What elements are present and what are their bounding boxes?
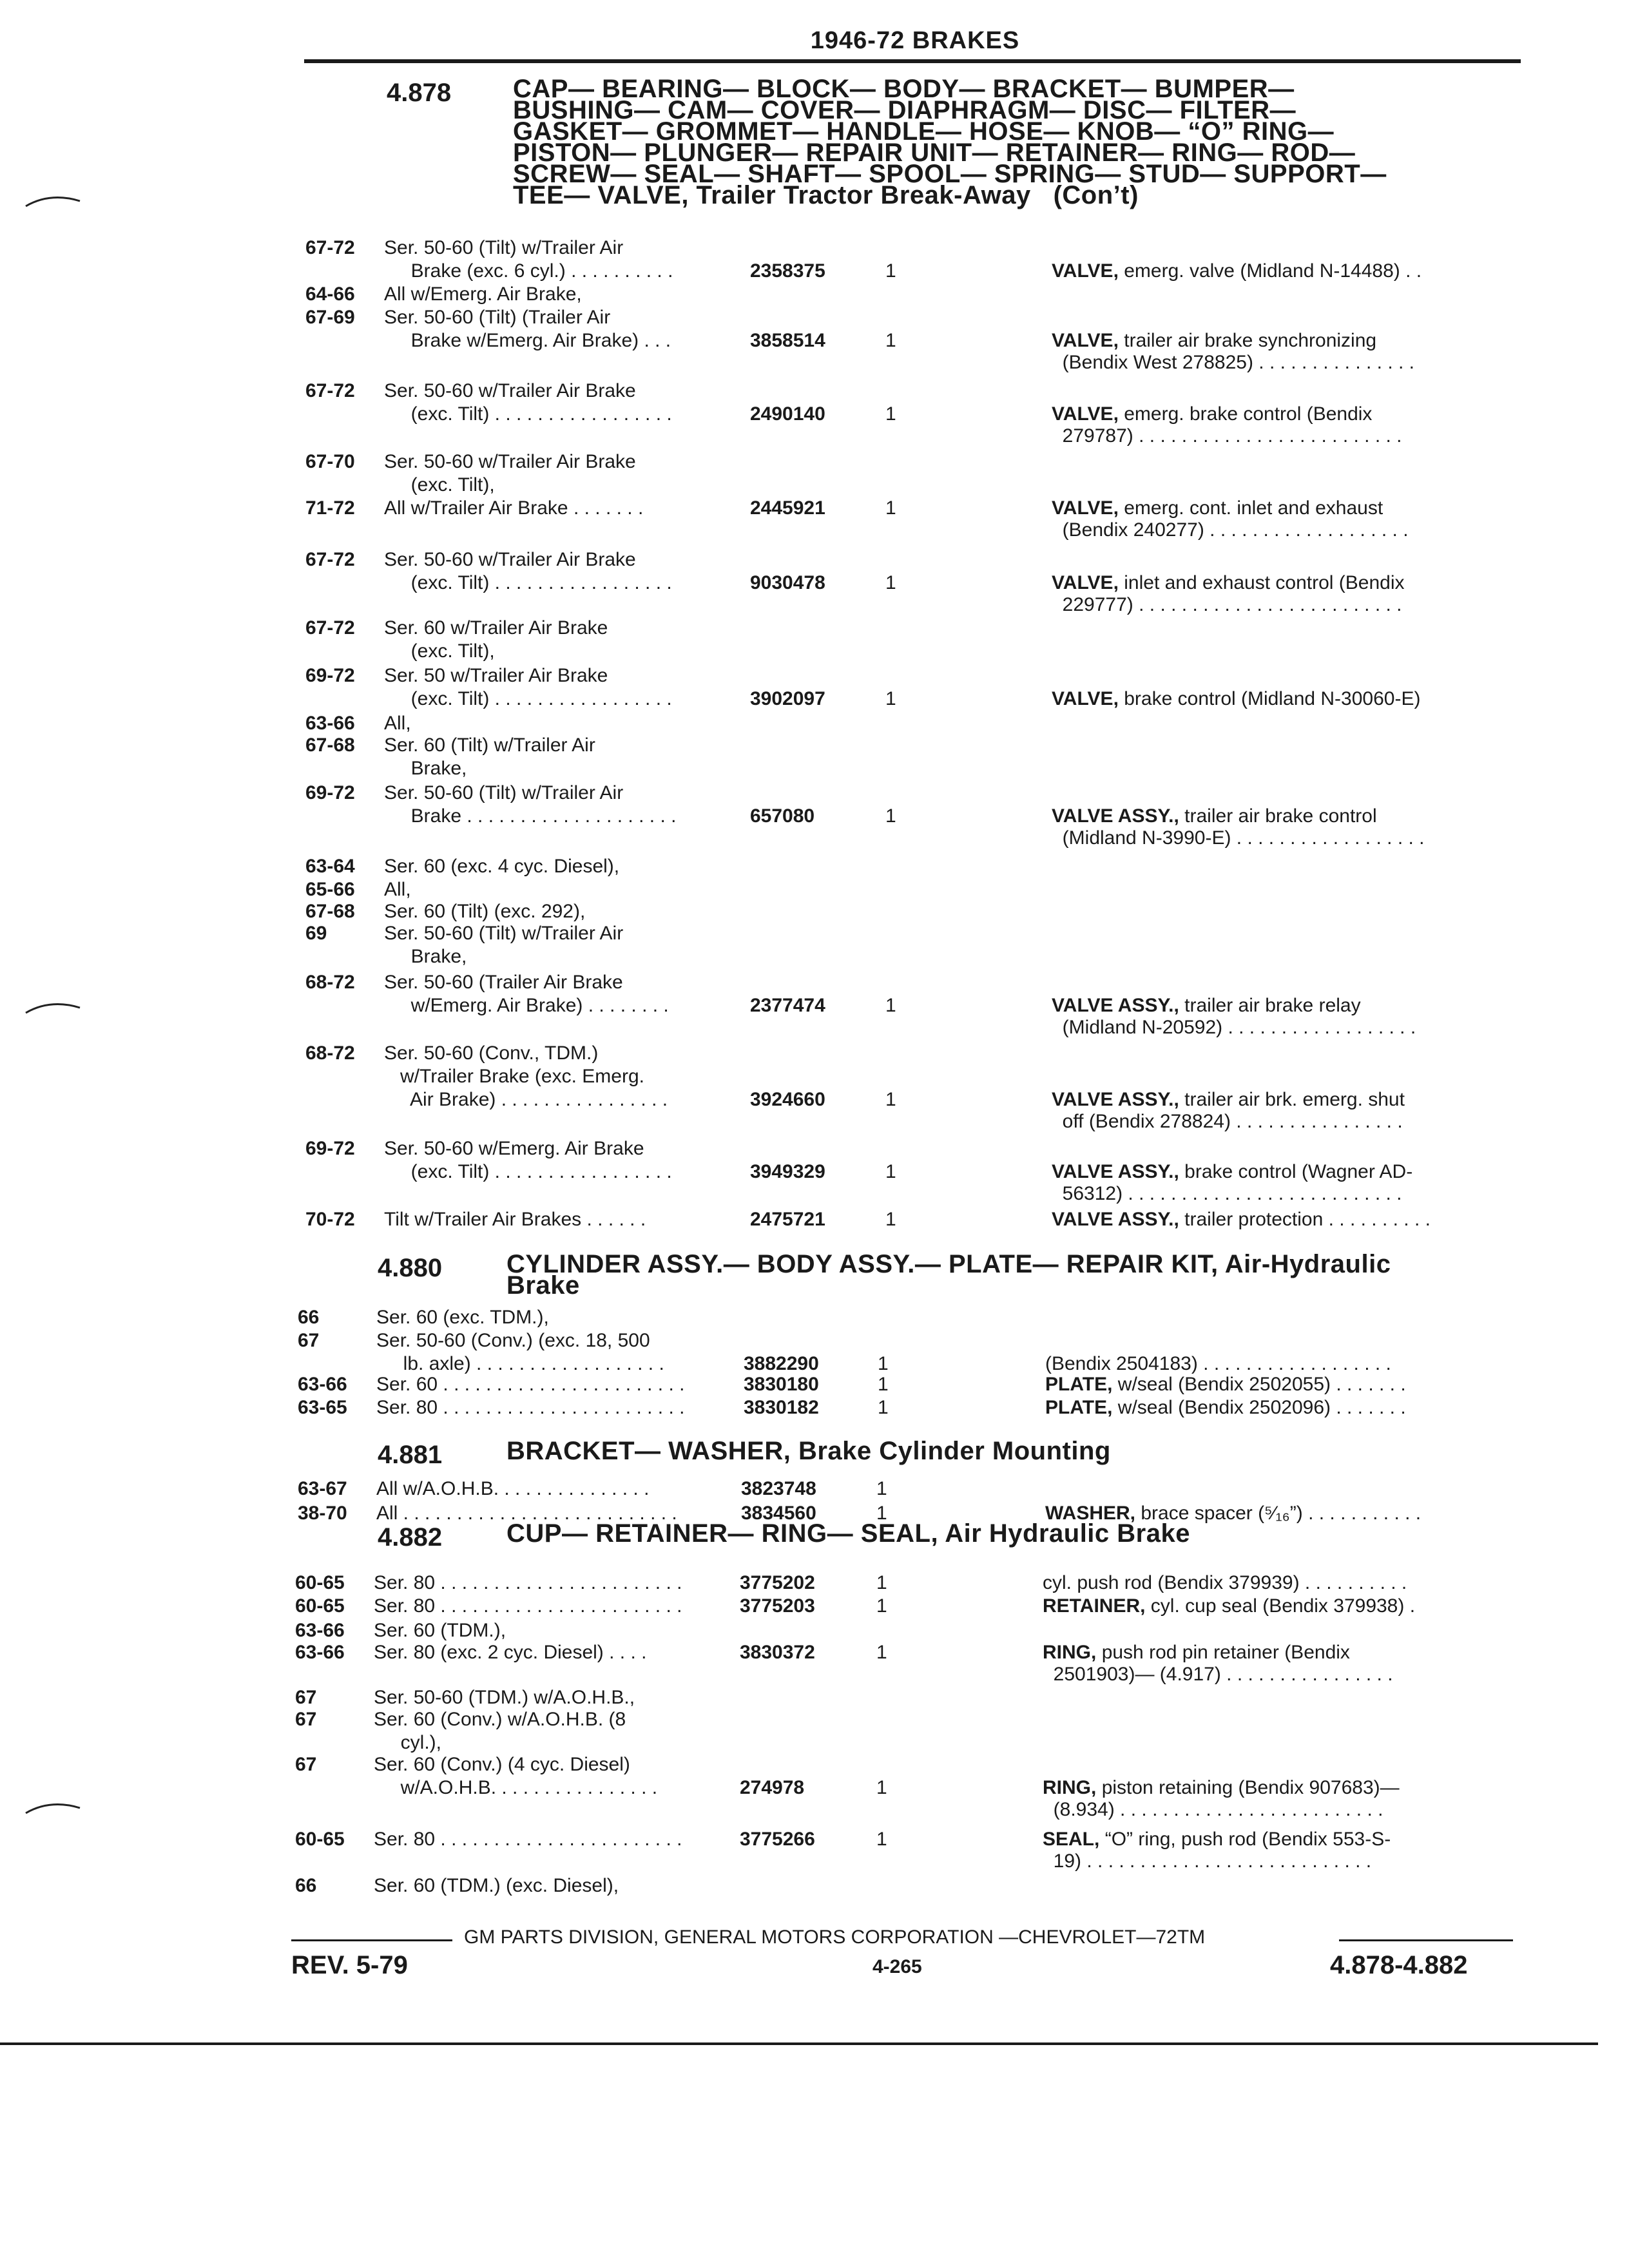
entry-description-text: piston retaining (Bendix 907683)—: [1101, 1777, 1400, 1798]
entry-description-text: push rod pin retainer (Bendix: [1101, 1642, 1350, 1663]
entry-part-number: 9030478: [750, 572, 825, 593]
entry-application: Air Brake) . . . . . . . . . . . . . . . .: [384, 1089, 668, 1110]
entry-application: Brake . . . . . . . . . . . . . . . . . . . .: [384, 805, 677, 827]
entry-application: (exc. Tilt),: [384, 474, 495, 495]
entry-quantity: 1: [878, 1353, 889, 1374]
entry-quantity: 1: [876, 1777, 887, 1798]
entry-description: [1052, 1017, 1416, 1039]
entry-part-name: VALVE ASSY.,: [1052, 805, 1179, 827]
entry-description-text: (Bendix 2504183) . . . . . . . . . . . . . . . . . .: [1045, 1353, 1391, 1374]
entry-years: 63-66: [295, 1620, 345, 1641]
section-title-line: GASKET— GROMMET— HANDLE— HOSE— KNOB— “O” RING—: [513, 117, 1335, 146]
entry-description-text: “O” ring, push rod (Bendix 553-S-: [1104, 1829, 1391, 1850]
entry-description: [1043, 1777, 1400, 1799]
entry-quantity: 1: [885, 497, 896, 519]
entry-years: 68-72: [305, 1043, 355, 1064]
entry-quantity: 1: [885, 688, 896, 709]
footer-revision: REV. 5-79: [291, 1951, 408, 1979]
entry-application: All,: [384, 713, 411, 734]
entry-application: Ser. 50 w/Trailer Air Brake: [384, 665, 608, 686]
entry-description: [1052, 352, 1414, 374]
entry-application: w/A.O.H.B. . . . . . . . . . . . . . . .: [374, 1777, 658, 1798]
section-title-line: BUSHING— CAM— COVER— DIAPHRAGM— DISC— FILTER—: [513, 96, 1296, 124]
entry-description: [1043, 1572, 1407, 1594]
entry-application: Ser. 50-60 (Tilt) w/Trailer Air: [384, 782, 624, 803]
entry-application: All w/A.O.H.B. . . . . . . . . . . . . . .: [376, 1478, 650, 1499]
binder-hole-mark: [24, 1795, 82, 1821]
entry-application: Ser. 50-60 (Tilt) w/Trailer Air: [384, 923, 624, 944]
footer-page-number: 4-265: [872, 1956, 922, 1977]
entry-years: 69-72: [305, 1138, 355, 1159]
entry-quantity: 1: [885, 1089, 896, 1110]
entry-years: 38-70: [298, 1503, 347, 1524]
entry-description-text: trailer air brake synchronizing: [1124, 330, 1377, 351]
entry-years: 60-65: [295, 1572, 345, 1593]
entry-description-text: brace spacer (⁵⁄₁₆”) . . . . . . . . . . .: [1141, 1503, 1422, 1524]
entry-description-text: (Bendix 240277) . . . . . . . . . . . . . . . . . . .: [1052, 519, 1409, 541]
entry-part-number: 3834560: [741, 1503, 816, 1524]
entry-part-number: 2490140: [750, 403, 825, 425]
entry-application: Ser. 50-60 (Tilt) (Trailer Air: [384, 307, 611, 328]
entry-quantity: 1: [885, 1161, 896, 1182]
section-title-line: CYLINDER ASSY.— BODY ASSY.— PLATE— REPAIR KIT, Air-Hydraulic: [506, 1250, 1391, 1278]
entry-quantity: 1: [878, 1397, 889, 1418]
entry-description-text: (Midland N-3990-E) . . . . . . . . . . . . . . . . . .: [1052, 827, 1425, 849]
entry-years: 63-66: [305, 713, 355, 734]
entry-part-name: VALVE ASSY.,: [1052, 1089, 1179, 1110]
entry-quantity: 1: [876, 1829, 887, 1850]
entry-description-text: 229777) . . . . . . . . . . . . . . . . . . . . . . . . .: [1052, 594, 1402, 615]
binder-hole-mark: [24, 995, 82, 1021]
entry-part-name: VALVE,: [1052, 403, 1119, 425]
entry-description-text: (8.934) . . . . . . . . . . . . . . . . . . . . . . . . .: [1043, 1799, 1383, 1820]
entry-quantity: 1: [876, 1642, 887, 1663]
entry-description: [1052, 1089, 1405, 1111]
entry-part-number: 2358375: [750, 260, 825, 282]
entry-description-text: cyl. push rod (Bendix 379939) . . . . . . . . . .: [1043, 1572, 1407, 1593]
entry-years: 67: [298, 1330, 320, 1351]
entry-description: [1052, 805, 1377, 827]
entry-years: 67-72: [305, 380, 355, 401]
entry-part-number: 2377474: [750, 995, 825, 1016]
entry-description: [1052, 1161, 1412, 1183]
entry-application: All . . . . . . . . . . . . . . . . . . . . . . . . . .: [376, 1503, 677, 1524]
entry-years: 63-67: [298, 1478, 347, 1499]
entry-application: w/Emerg. Air Brake) . . . . . . . .: [384, 995, 669, 1016]
section-title-line: TEE— VALVE, Trailer Tractor Break-Away (Con’t): [513, 181, 1139, 209]
entry-quantity: 1: [885, 260, 896, 282]
entry-part-name: RING,: [1043, 1777, 1097, 1798]
section-number: 4.881: [378, 1441, 443, 1469]
entry-application: Ser. 60 (Tilt) (exc. 292),: [384, 901, 586, 922]
entry-part-name: VALVE ASSY.,: [1052, 1209, 1179, 1230]
entry-application: (exc. Tilt) . . . . . . . . . . . . . . . . .: [384, 403, 672, 425]
page-bottom-edge: [0, 2042, 1598, 2045]
entry-application: (exc. Tilt) . . . . . . . . . . . . . . . . .: [384, 1161, 672, 1182]
entry-application: Ser. 50-60 (Trailer Air Brake: [384, 972, 623, 993]
entry-application: Ser. 50-60 (Tilt) w/Trailer Air: [384, 237, 624, 258]
entry-application: Ser. 60 (exc. TDM.),: [376, 1307, 549, 1328]
entry-description-text: emerg. cont. inlet and exhaust: [1124, 497, 1383, 519]
entry-application: Brake (exc. 6 cyl.) . . . . . . . . . .: [384, 260, 673, 282]
entry-description-text: trailer air brk. emerg. shut: [1184, 1089, 1405, 1110]
entry-application: Ser. 60 w/Trailer Air Brake: [384, 617, 608, 639]
entry-description-text: brake control (Wagner AD-: [1184, 1161, 1413, 1182]
entry-description: [1052, 1183, 1402, 1205]
entry-description: [1052, 594, 1402, 616]
entry-description: [1052, 572, 1405, 594]
entry-part-name: VALVE,: [1052, 330, 1119, 351]
entry-application: Ser. 80 (exc. 2 cyc. Diesel) . . . .: [374, 1642, 647, 1663]
entry-application: Brake,: [384, 946, 467, 967]
entry-part-name: VALVE,: [1052, 497, 1119, 519]
entry-years: 67-72: [305, 237, 355, 258]
entry-description-text: inlet and exhaust control (Bendix: [1124, 572, 1405, 593]
section-number: 4.880: [378, 1254, 443, 1282]
entry-years: 67-69: [305, 307, 355, 328]
entry-application: Brake,: [384, 758, 467, 779]
entry-years: 67-68: [305, 735, 355, 756]
entry-description-text: trailer air brake relay: [1184, 995, 1361, 1016]
entry-description: [1052, 827, 1425, 849]
entry-description: [1043, 1595, 1415, 1617]
entry-years: 63-66: [298, 1374, 347, 1395]
entry-years: 66: [295, 1875, 317, 1896]
entry-part-name: VALVE,: [1052, 572, 1119, 593]
entry-application: Ser. 50-60 (TDM.) w/A.O.H.B.,: [374, 1687, 635, 1708]
entry-application: All,: [384, 879, 411, 900]
entry-part-number: 3858514: [750, 330, 825, 351]
entry-description-text: brake control (Midland N-30060-E): [1124, 688, 1421, 709]
entry-years: 69-72: [305, 782, 355, 803]
entry-application: (exc. Tilt) . . . . . . . . . . . . . . . . .: [384, 572, 672, 593]
entry-description-text: 19) . . . . . . . . . . . . . . . . . . . . . . . . . . .: [1043, 1850, 1372, 1872]
entry-application: Ser. 80 . . . . . . . . . . . . . . . . . . . . . . .: [374, 1572, 682, 1593]
entry-application: Brake w/Emerg. Air Brake) . . .: [384, 330, 671, 351]
entry-description: [1052, 260, 1422, 282]
entry-part-number: 3830372: [740, 1642, 815, 1663]
entry-part-number: 2475721: [750, 1209, 825, 1230]
binder-hole-mark: [24, 188, 82, 214]
entry-years: 69-72: [305, 665, 355, 686]
entry-application: Ser. 50-60 w/Trailer Air Brake: [384, 549, 636, 570]
entry-application: cyl.),: [374, 1732, 441, 1753]
entry-description: [1045, 1374, 1406, 1396]
entry-description: [1043, 1799, 1383, 1821]
entry-description-text: 279787) . . . . . . . . . . . . . . . . . . . . . . . . .: [1052, 425, 1402, 447]
entry-part-number: 3949329: [750, 1161, 825, 1182]
entry-part-number: 3830182: [744, 1397, 819, 1418]
entry-part-name: RING,: [1043, 1642, 1097, 1663]
entry-application: Ser. 60 (Conv.) w/A.O.H.B. (8: [374, 1709, 626, 1730]
section-title-line: SCREW— SEAL— SHAFT— SPOOL— SPRING— STUD— SUPPORT—: [513, 160, 1387, 188]
entry-description: [1052, 403, 1372, 425]
entry-description: [1052, 330, 1376, 352]
entry-part-name: PLATE,: [1045, 1397, 1113, 1418]
entry-part-number: 3823748: [741, 1478, 816, 1499]
entry-description: [1043, 1850, 1371, 1872]
entry-application: Ser. 80 . . . . . . . . . . . . . . . . . . . . . . .: [376, 1397, 685, 1418]
header-rule: [304, 59, 1521, 63]
entry-years: 60-65: [295, 1595, 345, 1617]
entry-part-name: PLATE,: [1045, 1374, 1113, 1395]
entry-quantity: 1: [885, 995, 896, 1016]
entry-part-name: WASHER,: [1045, 1503, 1136, 1524]
entry-quantity: 1: [876, 1595, 887, 1617]
entry-years: 63-65: [298, 1397, 347, 1418]
entry-years: 67: [295, 1687, 317, 1708]
entry-years: 60-65: [295, 1829, 345, 1850]
entry-description-text: w/seal (Bendix 2502096) . . . . . . .: [1117, 1397, 1406, 1418]
entry-part-name: VALVE,: [1052, 688, 1119, 709]
entry-quantity: 1: [876, 1478, 887, 1499]
entry-years: 63-64: [305, 856, 355, 877]
entry-part-name: VALVE ASSY.,: [1052, 995, 1179, 1016]
entry-application: Ser. 60 (Conv.) (4 cyc. Diesel): [374, 1754, 630, 1775]
section-title-line: CAP— BEARING— BLOCK— BODY— BRACKET— BUMPER—: [513, 75, 1295, 103]
entry-description: [1052, 1209, 1431, 1231]
entry-part-number: 3882290: [744, 1353, 819, 1374]
entry-application: Ser. 60 (TDM.),: [374, 1620, 506, 1641]
entry-description: [1043, 1829, 1391, 1850]
entry-part-number: 3924660: [750, 1089, 825, 1110]
entry-years: 71-72: [305, 497, 355, 519]
entry-part-number: 3775266: [740, 1829, 815, 1850]
entry-quantity: 1: [876, 1503, 887, 1524]
page-title: 1946-72 BRAKES: [810, 27, 1020, 54]
entry-years: 68-72: [305, 972, 355, 993]
section-title-line: CUP— RETAINER— RING— SEAL, Air Hydraulic Brake: [506, 1519, 1190, 1548]
section-number: 4.882: [378, 1523, 443, 1552]
entry-quantity: 1: [885, 403, 896, 425]
entry-part-number: 657080: [750, 805, 815, 827]
section-number: 4.878: [387, 79, 452, 107]
entry-description-text: (Midland N-20592) . . . . . . . . . . . . . . . . . .: [1052, 1017, 1416, 1038]
entry-description-text: emerg. brake control (Bendix: [1124, 403, 1373, 425]
entry-years: 70-72: [305, 1209, 355, 1230]
entry-description: [1052, 519, 1409, 541]
entry-application: Ser. 60 (Tilt) w/Trailer Air: [384, 735, 595, 756]
footer-publisher: GM PARTS DIVISION, GENERAL MOTORS CORPORATION —CHEVROLET—72TM: [464, 1927, 1206, 1948]
entry-years: 67: [295, 1709, 317, 1730]
entry-description: [1045, 1397, 1406, 1419]
entry-years: 67-68: [305, 901, 355, 922]
entry-description-text: trailer air brake control: [1184, 805, 1377, 827]
entry-application: Ser. 50-60 (Conv., TDM.): [384, 1043, 599, 1064]
entry-years: 65-66: [305, 879, 355, 900]
entry-description-text: cyl. cup seal (Bendix 379938) .: [1150, 1595, 1416, 1617]
entry-quantity: 1: [876, 1572, 887, 1593]
entry-part-number: 2445921: [750, 497, 825, 519]
entry-part-number: 274978: [740, 1777, 805, 1798]
entry-description: [1043, 1642, 1350, 1664]
entry-application: Ser. 50-60 w/Emerg. Air Brake: [384, 1138, 644, 1159]
entry-description: [1052, 1111, 1403, 1133]
entry-description: [1052, 497, 1383, 519]
footer-rule-right: [1339, 1939, 1513, 1941]
entry-part-number: 3902097: [750, 688, 825, 709]
entry-quantity: 1: [885, 805, 896, 827]
entry-description: [1045, 1503, 1421, 1524]
entry-application: Ser. 80 . . . . . . . . . . . . . . . . . . . . . . .: [374, 1595, 682, 1617]
entry-part-number: 3775203: [740, 1595, 815, 1617]
entry-application: Ser. 50-60 w/Trailer Air Brake: [384, 380, 636, 401]
entry-years: 64-66: [305, 284, 355, 305]
entry-quantity: 1: [885, 330, 896, 351]
entry-years: 63-66: [295, 1642, 345, 1663]
entry-years: 66: [298, 1307, 320, 1328]
entry-application: All w/Trailer Air Brake . . . . . . .: [384, 497, 644, 519]
entry-application: All w/Emerg. Air Brake,: [384, 284, 582, 305]
footer-section-range: 4.878-4.882: [1330, 1951, 1468, 1979]
entry-application: Ser. 50-60 w/Trailer Air Brake: [384, 451, 636, 472]
entry-description-text: emerg. valve (Midland N-14488) . .: [1124, 260, 1422, 282]
entry-description-text: (Bendix West 278825) . . . . . . . . . . . . . . .: [1052, 352, 1414, 373]
entry-quantity: 1: [878, 1374, 889, 1395]
section-title-line: PISTON— PLUNGER— REPAIR UNIT— RETAINER— RING— ROD—: [513, 139, 1356, 167]
entry-description-text: trailer protection . . . . . . . . . .: [1184, 1209, 1431, 1230]
footer-rule-left: [291, 1939, 452, 1941]
entry-part-number: 3830180: [744, 1374, 819, 1395]
entry-description: [1052, 425, 1402, 447]
entry-description: [1045, 1353, 1391, 1375]
entry-part-name: RETAINER,: [1043, 1595, 1146, 1617]
entry-years: 67-72: [305, 617, 355, 639]
entry-years: 67: [295, 1754, 317, 1775]
entry-years: 69: [305, 923, 327, 944]
entry-years: 67-70: [305, 451, 355, 472]
entry-application: Ser. 60 . . . . . . . . . . . . . . . . . . . . . . .: [376, 1374, 685, 1395]
entry-part-number: 3775202: [740, 1572, 815, 1593]
section-title-line: Brake: [506, 1271, 580, 1300]
entry-application: (exc. Tilt),: [384, 640, 495, 662]
entry-application: Ser. 60 (TDM.) (exc. Diesel),: [374, 1875, 619, 1896]
entry-part-name: SEAL,: [1043, 1829, 1100, 1850]
entry-application: (exc. Tilt) . . . . . . . . . . . . . . . . .: [384, 688, 672, 709]
entry-description: [1052, 995, 1361, 1017]
entry-application: Ser. 50-60 (Conv.) (exc. 18, 500: [376, 1330, 650, 1351]
entry-part-name: VALVE,: [1052, 260, 1119, 282]
entry-application: Ser. 60 (exc. 4 cyc. Diesel),: [384, 856, 620, 877]
entry-application: Ser. 80 . . . . . . . . . . . . . . . . . . . . . . .: [374, 1829, 682, 1850]
entry-application: lb. axle) . . . . . . . . . . . . . . . . . .: [376, 1353, 664, 1374]
section-title-line: BRACKET— WASHER, Brake Cylinder Mounting: [506, 1437, 1111, 1465]
entry-quantity: 1: [885, 1209, 896, 1230]
entry-description-text: off (Bendix 278824) . . . . . . . . . . . . . . . .: [1052, 1111, 1403, 1132]
entry-part-name: VALVE ASSY.,: [1052, 1161, 1179, 1182]
entry-description-text: w/seal (Bendix 2502055) . . . . . . .: [1117, 1374, 1406, 1395]
entry-description-text: 56312) . . . . . . . . . . . . . . . . . . . . . . . . . .: [1052, 1183, 1402, 1204]
entry-description-text: 2501903)— (4.917) . . . . . . . . . . . . . . . .: [1043, 1664, 1393, 1685]
entry-description: [1043, 1664, 1393, 1686]
entry-description: [1052, 688, 1420, 710]
entry-years: 67-72: [305, 549, 355, 570]
entry-application: Tilt w/Trailer Air Brakes . . . . . .: [384, 1209, 646, 1230]
entry-application: w/Trailer Brake (exc. Emerg.: [384, 1066, 644, 1087]
entry-quantity: 1: [885, 572, 896, 593]
